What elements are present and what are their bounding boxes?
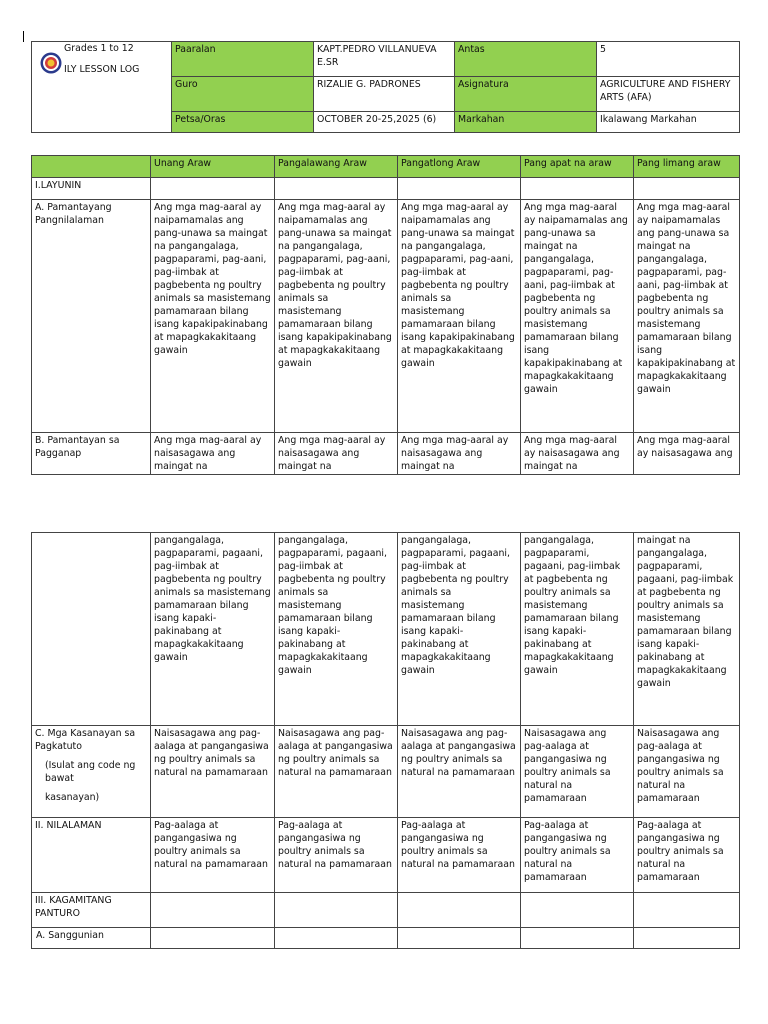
petsa-value: OCTOBER 20-25,2025 (6) bbox=[314, 112, 455, 133]
text-cursor bbox=[23, 31, 24, 42]
pamantayang-pangnilalaman-row bbox=[32, 200, 740, 433]
sanggunian-label: A. Sanggunian bbox=[32, 928, 151, 949]
kasanayan-day1: Naisasagawa ang pag-aalaga at pangangasiwa ng poultry animals sa natural na pamamaraan bbox=[151, 726, 275, 818]
pagganap-day5-cont: maingat na pangangalaga, pagpaparami, pagaani, pag-iimbak at pagbebenta ng poultry animals sa masistemang pamamaraan bilang isang kapaki-pakinabang at mapagkakakitaang gawain bbox=[634, 533, 740, 726]
paaralan-value: KAPT.PEDRO VILLANUEVA E.SR bbox=[314, 42, 455, 77]
kasanayan-day5: Naisasagawa ang pag-aalaga at pangangasiwa ng poultry animals sa natural na pamamaraan bbox=[634, 726, 740, 818]
nilalaman-day4: Pag-aalaga at pangangasiwa ng poultry animals sa natural na pamamaraan bbox=[521, 818, 634, 893]
asignatura-value: AGRICULTURE AND FISHERY ARTS (AFA) bbox=[597, 77, 740, 112]
pamantayan-pagganap-row bbox=[32, 433, 740, 475]
pangnilalaman-day1: Ang mga mag-aaral ay naipamamalas ang pang-unawa sa maingat na pangangalaga, pagpaparami, pag-aani, pag-iimbak at pagbebenta ng poultry animals sa masistemang pamamaraan bilang isang kapakipakinabang at mapagkakakitaang gawain bbox=[151, 200, 275, 433]
markahan-value: Ikalawang Markahan bbox=[597, 112, 740, 133]
pagganap-day1-cont: pangangalaga, pagpaparami, pagaani, pag-iimbak at pagbebenta ng poultry animals sa masistemang pamamaraan bilang isang kapaki-pakinabang at mapagkakakitaang gawain bbox=[151, 533, 275, 726]
petsa-label: Petsa/Oras bbox=[172, 112, 314, 133]
pagganap-day3-top: Ang mga mag-aaral ay naisasagawa ang maingat na bbox=[398, 433, 521, 475]
asignatura-label: Asignatura bbox=[455, 77, 597, 112]
kagamitan-row bbox=[32, 893, 740, 928]
pagganap-day1-top: Ang mga mag-aaral ay naisasagawa ang maingat na bbox=[151, 433, 275, 475]
pagganap-label: B. Pamantayan sa Pagganap bbox=[32, 433, 151, 475]
pangnilalaman-day3: Ang mga mag-aaral ay naipamamalas ang pang-unawa sa maingat na pangangalaga, pagpaparami, pag-aani, pag-iimbak at pagbebenta ng poultry animals sa masistemang pamamaraan bilang isang kapakipakinabang at mapagkakakitaang gawain bbox=[398, 200, 521, 433]
nilalaman-day3: Pag-aalaga at pangangasiwa ng poultry animals sa natural na pamamaraan bbox=[398, 818, 521, 893]
lesson-table-page1 bbox=[31, 155, 740, 475]
pangnilalaman-day5: Ang mga mag-aaral ay naipamamalas ang pang-unawa sa maingat na pangangalaga, pagpaparami, pag-aani, pag-iimbak at pagbebenta ng poultry animals sa masistemang pamamaraan bilang isang kapakipakinabang at mapagkakakitaang gawain bbox=[634, 200, 740, 433]
kasanayan-label: C. Mga Kasanayan sa Pagkatuto bbox=[35, 728, 136, 752]
kasanayan-day4: Naisasagawa ang pag-aalaga at pangangasiwa ng poultry animals sa natural na pamamaraan bbox=[521, 726, 634, 818]
day-header-3: Pangatlong Araw bbox=[398, 156, 521, 178]
kasanayan-day2: Naisasagawa ang pag-aalaga at pangangasiwa ng poultry animals sa natural na pamamaraan bbox=[275, 726, 398, 818]
deped-seal-icon bbox=[40, 52, 62, 74]
day-header-5: Pang limang araw bbox=[634, 156, 740, 178]
day-header-2: Pangalawang Araw bbox=[275, 156, 398, 178]
day-header-1: Unang Araw bbox=[151, 156, 275, 178]
pagganap-cont-label bbox=[32, 533, 151, 726]
nilalaman-day1: Pag-aalaga at pangangasiwa ng poultry animals sa natural na pamamaraan bbox=[151, 818, 275, 893]
guro-label: Guro bbox=[172, 77, 314, 112]
nilalaman-label: II. NILALAMAN bbox=[32, 818, 151, 893]
paaralan-label: Paaralan bbox=[172, 42, 314, 77]
pangnilalaman-label: A. Pamantayang Pangnilalaman bbox=[32, 200, 151, 433]
pangnilalaman-day2: Ang mga mag-aaral ay naipamamalas ang pang-unawa sa maingat na pangangalaga, pagpaparami, pag-aani, pag-iimbak at pagbebenta ng poultry animals sa masistemang pamamaraan bilang isang kapakipakinabang at mapagkakakitaang gawain bbox=[275, 200, 398, 433]
pagganap-day2-cont: pangangalaga, pagpaparami, pagaani, pag-iimbak at pagbebenta ng poultry animals sa masistemang pamamaraan bilang isang kapaki-pakinabang at mapagkakakitaang gawain bbox=[275, 533, 398, 726]
lesson-log-title: ILY LESSON LOG bbox=[64, 64, 140, 75]
kasanayan-day3: Naisasagawa ang pag-aalaga at pangangasiwa ng poultry animals sa natural na pamamaraan bbox=[398, 726, 521, 818]
kasanayan-label-cell bbox=[32, 726, 151, 818]
grades-label: Grades 1 to 12 bbox=[64, 43, 134, 54]
sanggunian-row bbox=[32, 928, 740, 949]
pagganap-day2-top: Ang mga mag-aaral ay naisasagawa ang maingat na bbox=[275, 433, 398, 475]
kasanayan-note: (Isulat ang code ng bawat bbox=[45, 760, 136, 784]
lesson-table-page2 bbox=[31, 532, 740, 949]
kasanayan-note-2: kasanayan) bbox=[45, 792, 100, 803]
antas-label: Antas bbox=[455, 42, 597, 77]
pagganap-continued-row bbox=[32, 533, 740, 726]
nilalaman-day5: Pag-aalaga at pangangasiwa ng poultry animals sa natural na pamamaraan bbox=[634, 818, 740, 893]
layunin-row bbox=[32, 178, 740, 200]
corner-cell bbox=[32, 156, 151, 178]
kagamitan-label: III. KAGAMITANG PANTURO bbox=[32, 893, 151, 928]
pangnilalaman-day4: Ang mga mag-aaral ay naipamamalas ang pang-unawa sa maingat na pangangalaga, pagpaparami, pag-aani, pag-iimbak at pagbebenta ng poultry animals sa masistemang pamamaraan bilang isang kapakipakinabang at mapagkakakitaang gawain bbox=[521, 200, 634, 433]
pagganap-day5-top: Ang mga mag-aaral ay naisasagawa ang bbox=[634, 433, 740, 475]
kasanayan-row bbox=[32, 726, 740, 818]
header-table bbox=[31, 41, 740, 133]
school-logo-cell bbox=[32, 42, 172, 133]
pagganap-day3-cont: pangangalaga, pagpaparami, pagaani, pag-iimbak at pagbebenta ng poultry animals sa masistemang pamamaraan bilang isang kapaki-pakinabang at mapagkakakitaang gawain bbox=[398, 533, 521, 726]
nilalaman-day2: Pag-aalaga at pangangasiwa ng poultry animals sa natural na pamamaraan bbox=[275, 818, 398, 893]
pagganap-day4-top: Ang mga mag-aaral ay naisasagawa ang maingat na bbox=[521, 433, 634, 475]
antas-value: 5 bbox=[597, 42, 740, 77]
pagganap-day4-cont: pangangalaga, pagpaparami, pagaani, pag-iimbak at pagbebenta ng poultry animals sa masistemang pamamaraan bilang isang kapaki-pakinabang at mapagkakakitaang gawain bbox=[521, 533, 634, 726]
nilalaman-row bbox=[32, 818, 740, 893]
day-header-row bbox=[32, 156, 740, 178]
markahan-label: Markahan bbox=[455, 112, 597, 133]
day-header-4: Pang apat na araw bbox=[521, 156, 634, 178]
layunin-label: I.LAYUNIN bbox=[32, 178, 151, 200]
guro-value: RIZALIE G. PADRONES bbox=[314, 77, 455, 112]
